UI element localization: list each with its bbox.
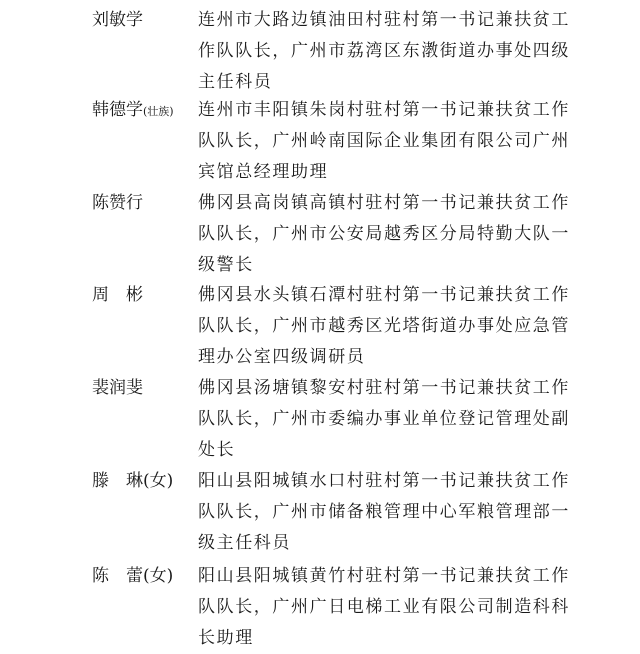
person-description (198, 5, 570, 98)
description-line: 阳山县阳城镇黄竹村驻村第一书记兼扶贫工作 (198, 566, 570, 586)
description-line: 连州市大路边镇油田村驻村第一书记兼扶贫工 (198, 10, 570, 30)
person-description (198, 373, 570, 466)
description-line: 队队长，广州市越秀区光塔街道办事处应急管 (198, 316, 570, 336)
person-description (198, 561, 570, 654)
person-name: 陈赞行 (92, 193, 143, 213)
ethnicity-note: (壮族) (143, 105, 174, 118)
description-line: 主任科员 (198, 72, 273, 92)
person-description (198, 466, 570, 559)
person-name: 裴润斐 (92, 378, 143, 398)
description-line: 理办公室四级调研员 (198, 347, 366, 367)
description-line: 队队长，广州市储备粮管理中心军粮管理部一 (198, 502, 570, 522)
description-line: 宾馆总经理助理 (198, 162, 329, 182)
description-line: 长助理 (198, 628, 254, 648)
person-name: 韩德学(壮族) (92, 100, 174, 120)
person-name: 刘敏学 (92, 10, 143, 30)
description-line: 队队长，广州广日电梯工业有限公司制造科科 (198, 597, 570, 617)
person-name: 滕 琳(女) (92, 471, 174, 491)
description-line: 队队长，广州市委编办事业单位登记管理处副 (198, 409, 570, 429)
description-line: 阳山县阳城镇水口村驻村第一书记兼扶贫工作 (198, 471, 570, 491)
description-line: 作队队长，广州市荔湾区东漖街道办事处四级 (198, 41, 570, 61)
description-line: 级警长 (198, 255, 254, 275)
person-description (198, 188, 570, 281)
description-line: 处长 (198, 440, 236, 460)
description-line: 队队长，广州市公安局越秀区分局特勤大队一 (198, 224, 570, 244)
person-description (198, 280, 570, 373)
description-line: 佛冈县水头镇石潭村驻村第一书记兼扶贫工作 (198, 285, 570, 305)
description-line: 队队长，广州岭南国际企业集团有限公司广州 (198, 131, 570, 151)
description-line: 级主任科员 (198, 533, 291, 553)
description-line: 佛冈县高岗镇高镇村驻村第一书记兼扶贫工作 (198, 193, 570, 213)
person-description (198, 95, 570, 188)
description-line: 连州市丰阳镇朱岗村驻村第一书记兼扶贫工作 (198, 100, 570, 120)
person-name: 陈 蕾(女) (92, 566, 174, 586)
description-line: 佛冈县汤塘镇黎安村驻村第一书记兼扶贫工作 (198, 378, 570, 398)
person-name: 周 彬 (92, 285, 143, 305)
